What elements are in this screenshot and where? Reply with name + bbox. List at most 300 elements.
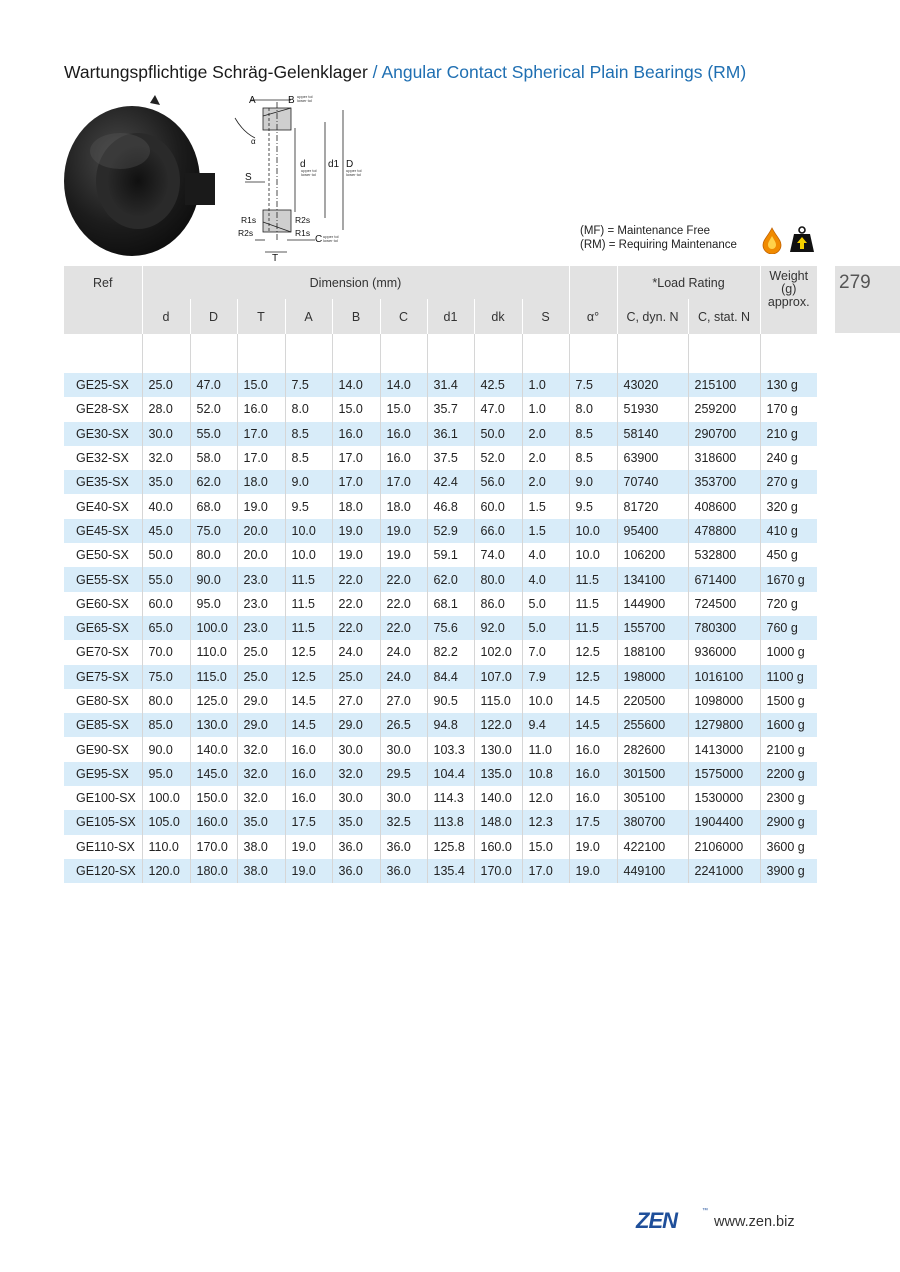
table-cell: 52.0 bbox=[474, 446, 522, 470]
subheader-cell: A bbox=[285, 299, 332, 334]
page-title bbox=[64, 62, 746, 83]
table-cell: 16.0 bbox=[285, 737, 332, 761]
table-cell: 110.0 bbox=[190, 640, 237, 664]
drawing-label-d: d bbox=[300, 159, 306, 170]
table-cell: 9.5 bbox=[569, 494, 617, 518]
table-cell: 1600 g bbox=[760, 713, 817, 737]
table-cell: 38.0 bbox=[237, 835, 285, 859]
table-cell: 134100 bbox=[617, 567, 688, 591]
table-cell: 30.0 bbox=[142, 422, 190, 446]
drawing-tol-bigd-lower: lower tol bbox=[346, 172, 361, 177]
table-row bbox=[64, 494, 817, 518]
table-cell: 353700 bbox=[688, 470, 760, 494]
table-cell: 23.0 bbox=[237, 567, 285, 591]
table-cell: 1098000 bbox=[688, 689, 760, 713]
table-cell: 81720 bbox=[617, 494, 688, 518]
table-cell: 100.0 bbox=[190, 616, 237, 640]
table-cell: 8.5 bbox=[285, 446, 332, 470]
table-cell: 135.4 bbox=[427, 859, 474, 883]
table-cell: 68.1 bbox=[427, 592, 474, 616]
table-cell: 125.8 bbox=[427, 835, 474, 859]
table-cell: 68.0 bbox=[190, 494, 237, 518]
table-cell: 2.0 bbox=[522, 446, 569, 470]
table-cell: 24.0 bbox=[380, 640, 427, 664]
drawing-label-alpha: α bbox=[251, 137, 256, 146]
table-cell: 17.0 bbox=[332, 470, 380, 494]
table-cell: 36.0 bbox=[380, 835, 427, 859]
drawing-label-d1: d1 bbox=[328, 159, 340, 170]
table-cell: 17.0 bbox=[380, 470, 427, 494]
drawing-label-a: A bbox=[249, 95, 256, 106]
table-row bbox=[64, 519, 817, 543]
page-number: 279 bbox=[835, 266, 900, 333]
table-cell: 36.0 bbox=[332, 835, 380, 859]
table-cell: 1.5 bbox=[522, 494, 569, 518]
table-cell: 29.0 bbox=[237, 689, 285, 713]
table-cell: 17.5 bbox=[569, 810, 617, 834]
table-cell: 8.5 bbox=[569, 422, 617, 446]
table-cell: 318600 bbox=[688, 446, 760, 470]
table-cell: 30.0 bbox=[380, 737, 427, 761]
table-cell: 63900 bbox=[617, 446, 688, 470]
table-cell: 65.0 bbox=[142, 616, 190, 640]
table-cell: 75.0 bbox=[142, 665, 190, 689]
table-cell: 12.5 bbox=[285, 640, 332, 664]
table-cell: 16.0 bbox=[569, 762, 617, 786]
table-cell: 130.0 bbox=[474, 737, 522, 761]
table-cell: 22.0 bbox=[332, 592, 380, 616]
table-cell: 18.0 bbox=[380, 494, 427, 518]
table-cell: 180.0 bbox=[190, 859, 237, 883]
legend-rm: (RM) = Requiring Maintenance bbox=[580, 239, 737, 251]
table-cell: 10.8 bbox=[522, 762, 569, 786]
table-cell: 80.0 bbox=[190, 543, 237, 567]
table-cell: 14.0 bbox=[380, 373, 427, 397]
table-cell: 7.5 bbox=[569, 373, 617, 397]
website-url: www.zen.biz bbox=[714, 1214, 795, 1230]
table-cell: 16.0 bbox=[332, 422, 380, 446]
table-cell: 55.0 bbox=[190, 422, 237, 446]
table-cell: 30.0 bbox=[380, 786, 427, 810]
table-cell: 12.5 bbox=[285, 665, 332, 689]
ref-cell: GE95-SX bbox=[64, 762, 142, 786]
subheader-cell: dk bbox=[474, 299, 522, 334]
table-cell: 30.0 bbox=[332, 737, 380, 761]
header-weight bbox=[760, 266, 817, 334]
bearing-photo bbox=[60, 93, 220, 263]
table-cell: 9.5 bbox=[285, 494, 332, 518]
table-cell: 32.0 bbox=[237, 762, 285, 786]
table-cell: 10.0 bbox=[285, 519, 332, 543]
table-cell: 215100 bbox=[688, 373, 760, 397]
table-cell: 16.0 bbox=[380, 446, 427, 470]
table-cell: 86.0 bbox=[474, 592, 522, 616]
table-row bbox=[64, 640, 817, 664]
table-cell: 720 g bbox=[760, 592, 817, 616]
header-weight-label: Weight (g) approx. bbox=[767, 269, 810, 309]
table-row bbox=[64, 810, 817, 834]
table-cell: 105.0 bbox=[142, 810, 190, 834]
table-cell: 1530000 bbox=[688, 786, 760, 810]
table-cell: 282600 bbox=[617, 737, 688, 761]
maintenance-legend bbox=[580, 224, 737, 252]
table-cell: 1000 g bbox=[760, 640, 817, 664]
table-cell: 478800 bbox=[688, 519, 760, 543]
table-cell: 75.6 bbox=[427, 616, 474, 640]
subheader-cell: S bbox=[522, 299, 569, 334]
table-cell: 24.0 bbox=[332, 640, 380, 664]
table-cell: 11.5 bbox=[285, 567, 332, 591]
table-cell: 50.0 bbox=[474, 422, 522, 446]
table-cell: 106200 bbox=[617, 543, 688, 567]
table-row bbox=[64, 592, 817, 616]
legend-mf: (MF) = Maintenance Free bbox=[580, 225, 711, 237]
table-cell: 14.5 bbox=[569, 689, 617, 713]
table-cell: 47.0 bbox=[474, 397, 522, 421]
table-cell: 210 g bbox=[760, 422, 817, 446]
table-cell: 19.0 bbox=[569, 859, 617, 883]
table-cell: 9.4 bbox=[522, 713, 569, 737]
table-cell: 7.5 bbox=[285, 373, 332, 397]
table-cell: 135.0 bbox=[474, 762, 522, 786]
table-cell: 10.0 bbox=[569, 519, 617, 543]
table-cell: 380700 bbox=[617, 810, 688, 834]
spec-table bbox=[64, 266, 817, 883]
table-cell: 1670 g bbox=[760, 567, 817, 591]
ref-cell: GE70-SX bbox=[76, 645, 129, 660]
table-cell: 1016100 bbox=[688, 665, 760, 689]
table-cell: 40.0 bbox=[142, 494, 190, 518]
table-cell: 188100 bbox=[617, 640, 688, 664]
table-cell: 18.0 bbox=[237, 470, 285, 494]
table-cell: 20.0 bbox=[237, 543, 285, 567]
table-cell: 107.0 bbox=[474, 665, 522, 689]
ref-cell: GE105-SX bbox=[64, 810, 142, 834]
table-cell: 31.4 bbox=[427, 373, 474, 397]
drawing-label-c: C bbox=[315, 234, 323, 245]
ref-cell: GE65-SX bbox=[64, 616, 142, 640]
table-cell: 24.0 bbox=[380, 665, 427, 689]
drawing-label-r1s-left: R1s bbox=[241, 215, 257, 225]
subheader-cell: α° bbox=[569, 299, 617, 334]
table-row bbox=[64, 567, 817, 591]
table-cell: 19.0 bbox=[332, 543, 380, 567]
table-cell: 70.0 bbox=[142, 640, 190, 664]
table-cell: 125.0 bbox=[190, 689, 237, 713]
table-cell: 12.3 bbox=[522, 810, 569, 834]
table-cell: 305100 bbox=[617, 786, 688, 810]
drawing-label-t: T bbox=[272, 253, 279, 264]
table-cell: 449100 bbox=[617, 859, 688, 883]
table-cell: 58.0 bbox=[190, 446, 237, 470]
table-cell: 85.0 bbox=[142, 713, 190, 737]
table-cell: 115.0 bbox=[190, 665, 237, 689]
table-cell: 27.0 bbox=[380, 689, 427, 713]
table-cell: 35.0 bbox=[237, 810, 285, 834]
table-cell: 114.3 bbox=[427, 786, 474, 810]
table-cell: 1575000 bbox=[688, 762, 760, 786]
table-cell: 19.0 bbox=[237, 494, 285, 518]
table-cell: 25.0 bbox=[237, 640, 285, 664]
table-cell: 32.0 bbox=[237, 737, 285, 761]
table-cell: 74.0 bbox=[474, 543, 522, 567]
table-cell: 15.0 bbox=[237, 373, 285, 397]
table-cell: 19.0 bbox=[332, 519, 380, 543]
title-english: Angular Contact Spherical Plain Bearings (RM) bbox=[381, 62, 747, 82]
table-cell: 100.0 bbox=[142, 786, 190, 810]
table-cell: 32.0 bbox=[332, 762, 380, 786]
table-cell: 32.0 bbox=[142, 446, 190, 470]
ref-cell: GE75-SX bbox=[64, 665, 142, 689]
header-alpha-top bbox=[569, 266, 617, 299]
table-cell: 170 g bbox=[760, 397, 817, 421]
table-cell: 38.0 bbox=[237, 859, 285, 883]
table-cell: 25.0 bbox=[142, 373, 190, 397]
table-cell: 28.0 bbox=[142, 397, 190, 421]
table-cell: 66.0 bbox=[474, 519, 522, 543]
table-cell: 27.0 bbox=[332, 689, 380, 713]
table-cell: 35.0 bbox=[332, 810, 380, 834]
table-cell: 144900 bbox=[617, 592, 688, 616]
table-cell: 42.4 bbox=[427, 470, 474, 494]
table-cell: 11.5 bbox=[285, 592, 332, 616]
header-ref: Ref bbox=[64, 266, 142, 334]
table-cell: 23.0 bbox=[237, 616, 285, 640]
table-cell: 95400 bbox=[617, 519, 688, 543]
table-cell: 90.5 bbox=[427, 689, 474, 713]
table-cell: 220500 bbox=[617, 689, 688, 713]
subheader-cell: d bbox=[142, 299, 190, 334]
table-cell: 17.0 bbox=[237, 446, 285, 470]
ref-cell: GE120-SX bbox=[64, 859, 142, 883]
table-cell: 160.0 bbox=[190, 810, 237, 834]
table-row bbox=[64, 397, 817, 421]
table-cell: 16.0 bbox=[237, 397, 285, 421]
table-cell: 12.0 bbox=[522, 786, 569, 810]
table-cell: 10.0 bbox=[569, 543, 617, 567]
table-cell: 42.5 bbox=[474, 373, 522, 397]
table-cell: 43020 bbox=[617, 373, 688, 397]
table-cell: 14.0 bbox=[332, 373, 380, 397]
drawing-tol-b-lower: lower tol bbox=[297, 98, 312, 103]
table-cell: 724500 bbox=[688, 592, 760, 616]
table-cell: 12.5 bbox=[569, 665, 617, 689]
table-cell: 19.0 bbox=[380, 543, 427, 567]
table-cell: 90.0 bbox=[142, 737, 190, 761]
spacer-row bbox=[64, 334, 817, 373]
oil-drop-icon bbox=[763, 228, 781, 254]
subheader-cell: C, stat. N bbox=[688, 299, 760, 334]
table-cell: 12.5 bbox=[569, 640, 617, 664]
table-cell: 15.0 bbox=[380, 397, 427, 421]
table-cell: 52.0 bbox=[190, 397, 237, 421]
table-cell: 16.0 bbox=[380, 422, 427, 446]
table-cell: 52.9 bbox=[427, 519, 474, 543]
table-row bbox=[64, 762, 817, 786]
table-cell: 90.0 bbox=[190, 567, 237, 591]
table-cell: 16.0 bbox=[285, 762, 332, 786]
table-cell: 1.0 bbox=[522, 373, 569, 397]
table-cell: 19.0 bbox=[569, 835, 617, 859]
table-cell: 55.0 bbox=[142, 567, 190, 591]
ref-cell: GE32-SX bbox=[76, 451, 129, 466]
table-cell: 11.5 bbox=[569, 567, 617, 591]
drawing-tol-d-lower: lower tol bbox=[301, 172, 316, 177]
table-cell: 110.0 bbox=[142, 835, 190, 859]
ref-cell: GE50-SX bbox=[76, 548, 129, 563]
table-cell: 25.0 bbox=[237, 665, 285, 689]
table-cell: 2.0 bbox=[522, 422, 569, 446]
table-cell: 1.0 bbox=[522, 397, 569, 421]
table-cell: 11.0 bbox=[522, 737, 569, 761]
table-cell: 113.8 bbox=[427, 810, 474, 834]
table-cell: 760 g bbox=[760, 616, 817, 640]
table-row bbox=[64, 422, 817, 446]
table-cell: 7.9 bbox=[522, 665, 569, 689]
table-row bbox=[64, 835, 817, 859]
table-cell: 130.0 bbox=[190, 713, 237, 737]
table-cell: 29.5 bbox=[380, 762, 427, 786]
table-row bbox=[64, 665, 817, 689]
table-cell: 780300 bbox=[688, 616, 760, 640]
table-cell: 16.0 bbox=[569, 737, 617, 761]
subheader-cell: T bbox=[237, 299, 285, 334]
table-cell: 60.0 bbox=[474, 494, 522, 518]
subheader-cell: D bbox=[190, 299, 237, 334]
table-cell: 70740 bbox=[617, 470, 688, 494]
table-cell: 22.0 bbox=[380, 567, 427, 591]
header-load-rating: *Load Rating bbox=[617, 266, 760, 299]
subheader-cell: C, dyn. N bbox=[617, 299, 688, 334]
table-cell: 2100 g bbox=[760, 737, 817, 761]
table-cell: 36.0 bbox=[380, 859, 427, 883]
table-cell: 14.5 bbox=[569, 713, 617, 737]
table-cell: 51930 bbox=[617, 397, 688, 421]
table-cell: 2.0 bbox=[522, 470, 569, 494]
table-cell: 102.0 bbox=[474, 640, 522, 664]
table-cell: 130 g bbox=[760, 373, 817, 397]
table-cell: 170.0 bbox=[474, 859, 522, 883]
table-row bbox=[64, 737, 817, 761]
table-cell: 36.1 bbox=[427, 422, 474, 446]
table-cell: 29.0 bbox=[237, 713, 285, 737]
table-cell: 95.0 bbox=[190, 592, 237, 616]
table-row bbox=[64, 470, 817, 494]
table-cell: 17.5 bbox=[285, 810, 332, 834]
table-cell: 26.5 bbox=[380, 713, 427, 737]
table-cell: 170.0 bbox=[190, 835, 237, 859]
table-cell: 58140 bbox=[617, 422, 688, 446]
table-cell: 16.0 bbox=[285, 786, 332, 810]
table-cell: 2106000 bbox=[688, 835, 760, 859]
table-cell: 1904400 bbox=[688, 810, 760, 834]
table-cell: 17.0 bbox=[332, 446, 380, 470]
drawing-tol-bigd-upper: upper tol bbox=[346, 168, 362, 173]
table-row bbox=[64, 373, 817, 397]
drawing-tol-b-upper: upper tol bbox=[297, 94, 313, 99]
table-cell: 255600 bbox=[617, 713, 688, 737]
table-cell: 140.0 bbox=[190, 737, 237, 761]
drawing-label-s: S bbox=[245, 172, 252, 183]
table-cell: 290700 bbox=[688, 422, 760, 446]
table-cell: 5.0 bbox=[522, 616, 569, 640]
table-cell: 8.0 bbox=[285, 397, 332, 421]
table-cell: 11.5 bbox=[285, 616, 332, 640]
table-cell: 62.0 bbox=[190, 470, 237, 494]
table-cell: 9.0 bbox=[569, 470, 617, 494]
table-cell: 11.5 bbox=[569, 616, 617, 640]
header-dimension: Dimension (mm) bbox=[142, 266, 569, 299]
table-cell: 23.0 bbox=[237, 592, 285, 616]
table-cell: 198000 bbox=[617, 665, 688, 689]
table-cell: 150.0 bbox=[190, 786, 237, 810]
table-cell: 36.0 bbox=[332, 859, 380, 883]
table-cell: 32.5 bbox=[380, 810, 427, 834]
table-cell: 160.0 bbox=[474, 835, 522, 859]
table-cell: 115.0 bbox=[474, 689, 522, 713]
title-separator: / bbox=[367, 62, 382, 82]
drawing-label-big-d: D bbox=[346, 159, 354, 170]
table-cell: 47.0 bbox=[190, 373, 237, 397]
ref-cell: GE80-SX bbox=[76, 694, 129, 708]
table-cell: 7.0 bbox=[522, 640, 569, 664]
table-cell: 422100 bbox=[617, 835, 688, 859]
table-cell: 75.0 bbox=[190, 519, 237, 543]
table-cell: 10.0 bbox=[285, 543, 332, 567]
table-cell: 11.5 bbox=[569, 592, 617, 616]
table-cell: 22.0 bbox=[380, 592, 427, 616]
table-cell: 532800 bbox=[688, 543, 760, 567]
table-cell: 9.0 bbox=[285, 470, 332, 494]
ref-cell: GE25-SX bbox=[64, 373, 142, 397]
table-cell: 259200 bbox=[688, 397, 760, 421]
table-cell: 1100 g bbox=[760, 665, 817, 689]
table-cell: 2300 g bbox=[760, 786, 817, 810]
table-cell: 94.8 bbox=[427, 713, 474, 737]
table-cell: 408600 bbox=[688, 494, 760, 518]
table-cell: 410 g bbox=[760, 519, 817, 543]
table-cell: 95.0 bbox=[142, 762, 190, 786]
table-row bbox=[64, 543, 817, 567]
table-cell: 37.5 bbox=[427, 446, 474, 470]
table-cell: 145.0 bbox=[190, 762, 237, 786]
table-cell: 148.0 bbox=[474, 810, 522, 834]
table-cell: 1.5 bbox=[522, 519, 569, 543]
table-cell: 22.0 bbox=[332, 616, 380, 640]
drawing-label-b: B bbox=[288, 95, 295, 106]
brand-logo: ZEN bbox=[636, 1208, 677, 1233]
table-row bbox=[64, 859, 817, 883]
table-cell: 450 g bbox=[760, 543, 817, 567]
table-row bbox=[64, 616, 817, 640]
ref-cell: GE35-SX bbox=[64, 470, 142, 494]
table-cell: 19.0 bbox=[285, 835, 332, 859]
table-cell: 35.7 bbox=[427, 397, 474, 421]
table-cell: 120.0 bbox=[142, 859, 190, 883]
table-cell: 22.0 bbox=[332, 567, 380, 591]
ref-cell: GE40-SX bbox=[76, 499, 129, 514]
drawing-label-r2s-left: R2s bbox=[238, 228, 254, 238]
table-row bbox=[64, 786, 817, 810]
table-cell: 4.0 bbox=[522, 543, 569, 567]
table-cell: 17.0 bbox=[237, 422, 285, 446]
table-row bbox=[64, 689, 817, 713]
table-cell: 270 g bbox=[760, 470, 817, 494]
table-cell: 46.8 bbox=[427, 494, 474, 518]
table-cell: 18.0 bbox=[332, 494, 380, 518]
table-cell: 2200 g bbox=[760, 762, 817, 786]
table-cell: 301500 bbox=[617, 762, 688, 786]
